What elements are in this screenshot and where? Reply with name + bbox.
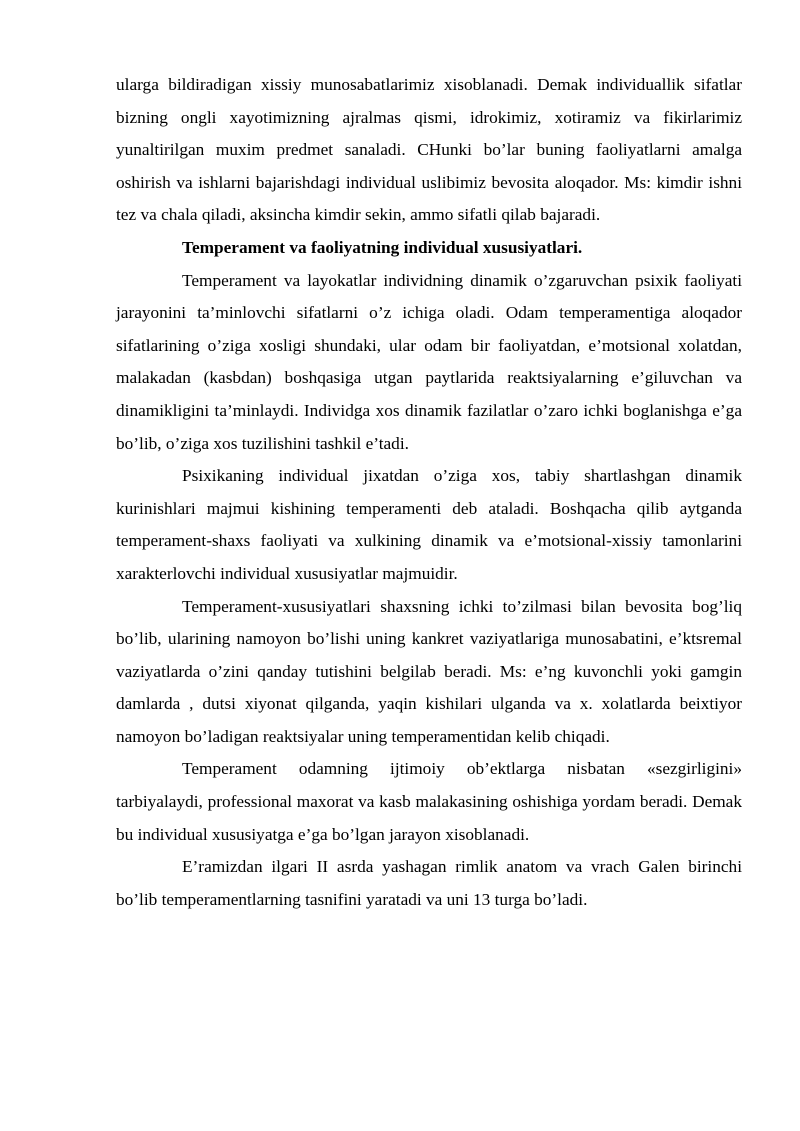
paragraph-continuation: ularga bildiradigan xissiy munosabatlarimiz xisoblanadi. Demak individuallik sifatlar bizning ongli xayotimizning ajralmas qismi, idrokimiz, xotiramiz va fikirlarimiz yunaltirilgan muxim predmet sanaladi. CHunki bo’lar buning faoliyatlarni amalga oshirish va ishlarni bajarishdagi individual uslibimiz bevosita aloqador. Ms: kimdir ishni tez va chala qiladi, aksincha kimdir sekin, ammo sifatli qilab bajaradi. [116,75,742,225]
paragraph: E’ramizdan ilgari II asrda yashagan rimlik anatom va vrach Galen birinchi bo’lib temperamentlarning tasnifini yaratadi va uni 13 turga bo’ladi. [116,857,742,909]
paragraph: Psixikaning individual jixatdan o’ziga xos, tabiy shartlashgan dinamik kurinishlari majmui kishining temperamenti deb ataladi. Boshqacha qilib aytganda temperament-shaxs faoliyati va xulkining dinamik va e’motsional-xissiy tamonlarini xarakterlovchi individual xususiyatlar majmuidir. [116,466,742,583]
paragraph: Temperament odamning ijtimoiy ob’ektlarga nisbatan «sezgirligini» tarbiyalaydi, professional maxorat va kasb malakasining oshishiga yordam beradi. Demak bu individual xususiyatga e’ga bo’lgan jarayon xisoblanadi. [116,759,742,844]
document-page [116,69,742,916]
paragraph: Temperament va layokatlar individning dinamik o’zgaruvchan psixik faoliyati jarayonini ta’minlovchi sifatlarni o’z ichiga oladi. Odam temperamentiga aloqador sifatlarining o’ziga xosligi shundaki, ular odam bir faoliyatdan, e’motsional xolatdan, malakadan (kasbdan) boshqasiga utgan paytlarida reaktsiyalarning e’giluvchan va dinamikligini ta’minlaydi. Individga xos dinamik fazilatlar o’zaro ichki boglanishga e’ga bo’lib, o’ziga xos tuzilishini tashkil e’tadi. [116,270,742,453]
section-heading: Temperament va faoliyatning individual xususiyatlari. [182,237,583,257]
paragraph: Temperament-xususiyatlari shaxsning ichki to’zilmasi bilan bevosita bog’liq bo’lib, ularining namoyon bo’lishi uning kankret vaziyatlariga munosabatini, e’ktsremal vaziyatlarda o’zini qanday tutishini belgilab beradi. Ms: e’ng kuvonchli yoki gamgin damlarda , dutsi xiyonat qilganda, yaqin kishilari ulganda va x. xolatlarda beixtiyor namoyon bo’ladigan reaktsiyalar uning temperamentidan kelib chiqadi. [116,596,742,746]
